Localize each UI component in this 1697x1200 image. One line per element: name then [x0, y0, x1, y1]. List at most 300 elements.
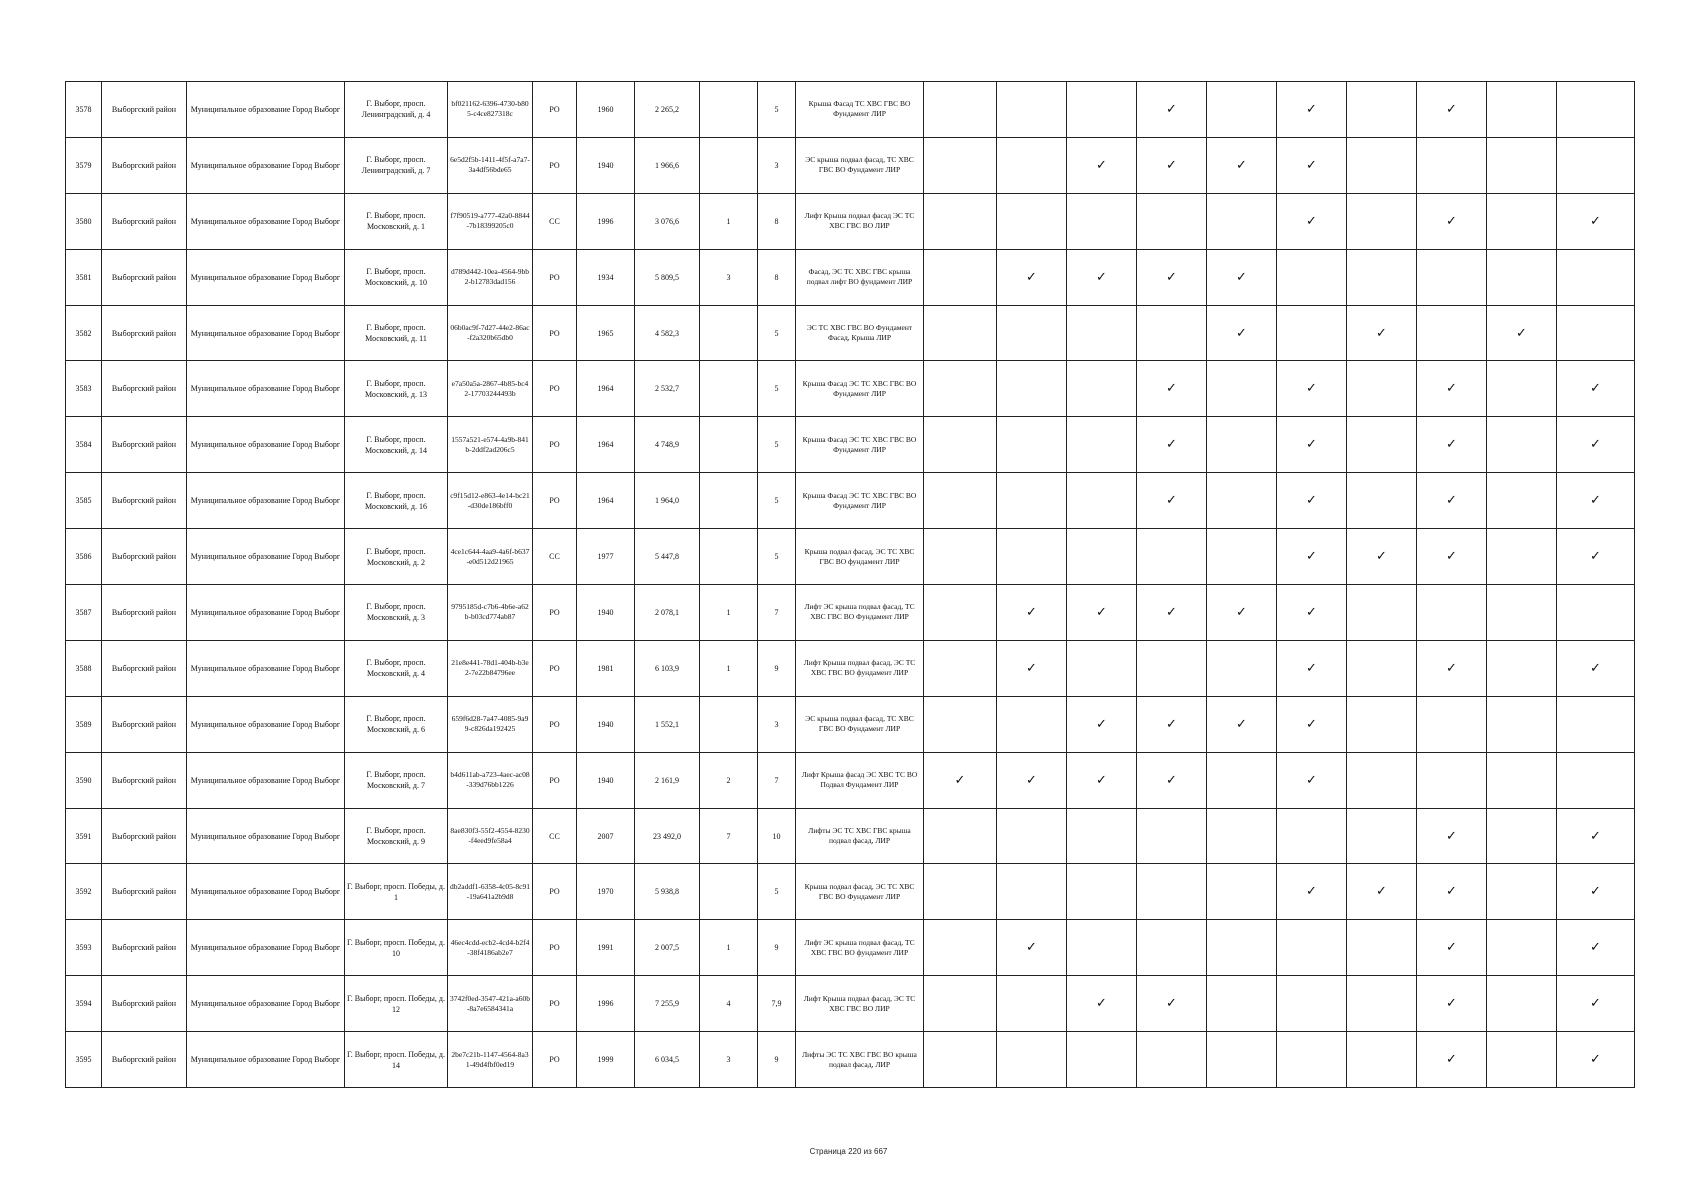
house-guid-cell: 3742f0ed-3547-421a-a60b-8a7e6584341a	[448, 976, 533, 1032]
elevator-count-cell	[700, 864, 758, 920]
work-mark-cell-3	[1067, 305, 1137, 361]
checkmark-icon: ✓	[1376, 884, 1387, 900]
row-number: 3593	[66, 920, 102, 976]
floor-count-cell: 8	[758, 249, 796, 305]
elevator-count-cell	[700, 529, 758, 585]
floor-count-cell: 5	[758, 473, 796, 529]
house-guid-cell: 659f6d28-7a47-4085-9a99-c826da192425	[448, 696, 533, 752]
checkmark-icon: ✓	[1590, 381, 1601, 397]
work-mark-cell-4	[1137, 864, 1207, 920]
address-cell: Г. Выборг, просп. Победы, д. 10	[345, 920, 448, 976]
management-type-cell: СС	[533, 193, 577, 249]
work-mark-cell-5	[1207, 137, 1277, 193]
work-mark-cell-10	[1557, 473, 1635, 529]
build-year-cell: 2007	[577, 808, 635, 864]
management-type-cell: РО	[533, 249, 577, 305]
work-mark-cell-5	[1207, 585, 1277, 641]
management-type-cell: РО	[533, 417, 577, 473]
checkmark-icon: ✓	[1446, 381, 1457, 397]
work-mark-cell-9	[1487, 193, 1557, 249]
checkmark-icon: ✓	[1236, 269, 1247, 285]
checkmark-icon: ✓	[1376, 325, 1387, 341]
repair-works-cell: Крыша подвал фасад, ЭС ТС ХВС ГВС ВО фундамент ЛИР	[796, 529, 924, 585]
checkmark-icon: ✓	[1236, 325, 1247, 341]
floor-count-cell: 9	[758, 920, 796, 976]
work-mark-cell-4	[1137, 82, 1207, 138]
work-mark-cell-6	[1277, 82, 1347, 138]
work-mark-cell-8	[1417, 361, 1487, 417]
work-mark-cell-8	[1417, 529, 1487, 585]
checkmark-icon: ✓	[1376, 549, 1387, 565]
table-row	[66, 752, 1635, 808]
work-mark-cell-6	[1277, 305, 1347, 361]
work-mark-cell-10	[1557, 585, 1635, 641]
work-mark-cell-1	[924, 920, 997, 976]
checkmark-icon: ✓	[1590, 996, 1601, 1012]
table-row	[66, 585, 1635, 641]
work-mark-cell-6	[1277, 529, 1347, 585]
work-mark-cell-7	[1347, 417, 1417, 473]
checkmark-icon: ✓	[1590, 1052, 1601, 1068]
work-mark-cell-5	[1207, 1032, 1277, 1088]
checkmark-icon: ✓	[1446, 101, 1457, 117]
municipality-cell: Муниципальное образование Город Выборг	[187, 193, 345, 249]
work-mark-cell-3	[1067, 1032, 1137, 1088]
checkmark-icon: ✓	[1306, 604, 1317, 620]
work-mark-cell-4	[1137, 249, 1207, 305]
work-mark-cell-3	[1067, 752, 1137, 808]
row-number: 3581	[66, 249, 102, 305]
area-cell: 5 938,8	[635, 864, 700, 920]
address-cell: Г. Выборг, просп. Московский, д. 11	[345, 305, 448, 361]
work-mark-cell-5	[1207, 305, 1277, 361]
work-mark-cell-1	[924, 137, 997, 193]
table-row	[66, 361, 1635, 417]
management-type-cell: РО	[533, 864, 577, 920]
repair-works-cell: Лифт Крыша подвал фасад, ЭС ТС ХВС ГВС ВО ЛИР	[796, 976, 924, 1032]
work-mark-cell-10	[1557, 305, 1635, 361]
work-mark-cell-10	[1557, 137, 1635, 193]
row-number: 3588	[66, 640, 102, 696]
area-cell: 1 966,6	[635, 137, 700, 193]
table-row	[66, 1032, 1635, 1088]
municipality-cell: Муниципальное образование Город Выборг	[187, 417, 345, 473]
house-guid-cell: 6e5d2f5b-1411-4f5f-a7a7-3a4df56bde65	[448, 137, 533, 193]
municipality-cell: Муниципальное образование Город Выборг	[187, 864, 345, 920]
checkmark-icon: ✓	[1306, 437, 1317, 453]
work-mark-cell-6	[1277, 808, 1347, 864]
work-mark-cell-3	[1067, 193, 1137, 249]
housing-register-table	[65, 81, 1635, 1088]
work-mark-cell-2	[997, 752, 1067, 808]
work-mark-cell-7	[1347, 808, 1417, 864]
work-mark-cell-9	[1487, 473, 1557, 529]
repair-works-cell: Лифт ЭС крыша подвал фасад, ТС ХВС ГВС ВО Фундамент ЛИР	[796, 585, 924, 641]
work-mark-cell-3	[1067, 82, 1137, 138]
work-mark-cell-4	[1137, 696, 1207, 752]
work-mark-cell-6	[1277, 920, 1347, 976]
checkmark-icon: ✓	[1590, 828, 1601, 844]
municipality-cell: Муниципальное образование Город Выборг	[187, 305, 345, 361]
area-cell: 2 265,2	[635, 82, 700, 138]
floor-count-cell: 3	[758, 696, 796, 752]
work-mark-cell-10	[1557, 976, 1635, 1032]
area-cell: 4 582,3	[635, 305, 700, 361]
municipality-cell: Муниципальное образование Город Выборг	[187, 529, 345, 585]
work-mark-cell-4	[1137, 976, 1207, 1032]
repair-works-cell: ЭС ТС ХВС ГВС ВО Фундамент Фасад, Крыша ЛИР	[796, 305, 924, 361]
row-number: 3594	[66, 976, 102, 1032]
elevator-count-cell	[700, 473, 758, 529]
elevator-count-cell	[700, 361, 758, 417]
checkmark-icon: ✓	[1306, 493, 1317, 509]
work-mark-cell-3	[1067, 417, 1137, 473]
floor-count-cell: 10	[758, 808, 796, 864]
table-row	[66, 137, 1635, 193]
management-type-cell: СС	[533, 529, 577, 585]
checkmark-icon: ✓	[954, 772, 966, 788]
area-cell: 7 255,9	[635, 976, 700, 1032]
floor-count-cell: 9	[758, 1032, 796, 1088]
work-mark-cell-10	[1557, 696, 1635, 752]
build-year-cell: 1981	[577, 640, 635, 696]
district-cell: Выборгский район	[102, 361, 187, 417]
work-mark-cell-3	[1067, 529, 1137, 585]
build-year-cell: 1970	[577, 864, 635, 920]
work-mark-cell-2	[997, 417, 1067, 473]
work-mark-cell-8	[1417, 473, 1487, 529]
build-year-cell: 1940	[577, 137, 635, 193]
house-guid-cell: 46ec4cdd-ecb2-4cd4-b2f4-38f4186ab2e7	[448, 920, 533, 976]
municipality-cell: Муниципальное образование Город Выборг	[187, 82, 345, 138]
area-cell: 5 447,8	[635, 529, 700, 585]
work-mark-cell-10	[1557, 417, 1635, 473]
district-cell: Выборгский район	[102, 696, 187, 752]
row-number: 3595	[66, 1032, 102, 1088]
checkmark-icon: ✓	[1096, 269, 1107, 285]
work-mark-cell-9	[1487, 864, 1557, 920]
district-cell: Выборгский район	[102, 417, 187, 473]
work-mark-cell-2	[997, 529, 1067, 585]
table-row	[66, 920, 1635, 976]
house-guid-cell: 8ae830f3-55f2-4554-8230-f4eed9fe58a4	[448, 808, 533, 864]
checkmark-icon: ✓	[1446, 213, 1457, 229]
work-mark-cell-6	[1277, 249, 1347, 305]
row-number: 3591	[66, 808, 102, 864]
work-mark-cell-1	[924, 473, 997, 529]
management-type-cell: РО	[533, 473, 577, 529]
work-mark-cell-3	[1067, 249, 1137, 305]
build-year-cell: 1999	[577, 1032, 635, 1088]
work-mark-cell-2	[997, 361, 1067, 417]
row-number: 3582	[66, 305, 102, 361]
address-cell: Г. Выборг, просп. Победы, д. 14	[345, 1032, 448, 1088]
district-cell: Выборгский район	[102, 752, 187, 808]
district-cell: Выборгский район	[102, 920, 187, 976]
management-type-cell: РО	[533, 640, 577, 696]
work-mark-cell-5	[1207, 808, 1277, 864]
work-mark-cell-4	[1137, 361, 1207, 417]
work-mark-cell-6	[1277, 417, 1347, 473]
work-mark-cell-9	[1487, 585, 1557, 641]
floor-count-cell: 7,9	[758, 976, 796, 1032]
municipality-cell: Муниципальное образование Город Выборг	[187, 473, 345, 529]
elevator-count-cell	[700, 137, 758, 193]
area-cell: 23 492,0	[635, 808, 700, 864]
work-mark-cell-2	[997, 808, 1067, 864]
work-mark-cell-6	[1277, 193, 1347, 249]
municipality-cell: Муниципальное образование Город Выборг	[187, 976, 345, 1032]
work-mark-cell-9	[1487, 249, 1557, 305]
checkmark-icon: ✓	[1590, 493, 1601, 509]
checkmark-icon: ✓	[1166, 381, 1177, 397]
repair-works-cell: Лифт Крыша подвал фасад, ЭС ТС ХВС ГВС ВО фундамент ЛИР	[796, 640, 924, 696]
work-mark-cell-3	[1067, 361, 1137, 417]
work-mark-cell-4	[1137, 752, 1207, 808]
elevator-count-cell: 3	[700, 249, 758, 305]
work-mark-cell-4	[1137, 808, 1207, 864]
repair-works-cell: Крыша Фасад ЭС ТС ХВС ГВС ВО Фундамент ЛИР	[796, 473, 924, 529]
work-mark-cell-7	[1347, 585, 1417, 641]
work-mark-cell-5	[1207, 976, 1277, 1032]
build-year-cell: 1940	[577, 696, 635, 752]
work-mark-cell-1	[924, 696, 997, 752]
elevator-count-cell: 4	[700, 976, 758, 1032]
build-year-cell: 1964	[577, 473, 635, 529]
checkmark-icon: ✓	[1096, 604, 1107, 620]
house-guid-cell: c9f15d12-e863-4e14-bc21-d30de186bff0	[448, 473, 533, 529]
work-mark-cell-9	[1487, 305, 1557, 361]
work-mark-cell-7	[1347, 920, 1417, 976]
work-mark-cell-10	[1557, 249, 1635, 305]
work-mark-cell-1	[924, 249, 997, 305]
work-mark-cell-1	[924, 82, 997, 138]
checkmark-icon: ✓	[1236, 604, 1247, 620]
floor-count-cell: 5	[758, 529, 796, 585]
work-mark-cell-10	[1557, 752, 1635, 808]
build-year-cell: 1964	[577, 417, 635, 473]
district-cell: Выборгский район	[102, 808, 187, 864]
work-mark-cell-6	[1277, 473, 1347, 529]
work-mark-cell-9	[1487, 752, 1557, 808]
house-guid-cell: e7a50a5a-2867-4b85-bc42-17703244493b	[448, 361, 533, 417]
work-mark-cell-10	[1557, 1032, 1635, 1088]
work-mark-cell-2	[997, 864, 1067, 920]
address-cell: Г. Выборг, просп. Московский, д. 9	[345, 808, 448, 864]
work-mark-cell-7	[1347, 361, 1417, 417]
floor-count-cell: 5	[758, 417, 796, 473]
area-cell: 3 076,6	[635, 193, 700, 249]
work-mark-cell-8	[1417, 696, 1487, 752]
work-mark-cell-4	[1137, 920, 1207, 976]
work-mark-cell-7	[1347, 82, 1417, 138]
work-mark-cell-6	[1277, 752, 1347, 808]
checkmark-icon: ✓	[1446, 828, 1457, 844]
work-mark-cell-1	[924, 864, 997, 920]
municipality-cell: Муниципальное образование Город Выборг	[187, 249, 345, 305]
work-mark-cell-10	[1557, 82, 1635, 138]
table-row	[66, 82, 1635, 138]
checkmark-icon: ✓	[1096, 772, 1107, 788]
checkmark-icon: ✓	[1446, 996, 1457, 1012]
area-cell: 1 964,0	[635, 473, 700, 529]
elevator-count-cell	[700, 305, 758, 361]
work-mark-cell-8	[1417, 193, 1487, 249]
work-mark-cell-5	[1207, 193, 1277, 249]
work-mark-cell-9	[1487, 137, 1557, 193]
work-mark-cell-7	[1347, 529, 1417, 585]
build-year-cell: 1965	[577, 305, 635, 361]
work-mark-cell-4	[1137, 417, 1207, 473]
build-year-cell: 1934	[577, 249, 635, 305]
district-cell: Выборгский район	[102, 976, 187, 1032]
checkmark-icon: ✓	[1096, 157, 1107, 173]
work-mark-cell-5	[1207, 864, 1277, 920]
work-mark-cell-2	[997, 249, 1067, 305]
repair-works-cell: Крыша подвал фасад, ЭС ТС ХВС ГВС ВО Фундамент ЛИР	[796, 864, 924, 920]
table-row	[66, 640, 1635, 696]
area-cell: 6 103,9	[635, 640, 700, 696]
district-cell: Выборгский район	[102, 82, 187, 138]
elevator-count-cell	[700, 417, 758, 473]
floor-count-cell: 8	[758, 193, 796, 249]
row-number: 3586	[66, 529, 102, 585]
work-mark-cell-2	[997, 137, 1067, 193]
work-mark-cell-8	[1417, 137, 1487, 193]
work-mark-cell-4	[1137, 640, 1207, 696]
work-mark-cell-8	[1417, 585, 1487, 641]
work-mark-cell-2	[997, 976, 1067, 1032]
address-cell: Г. Выборг, просп. Московский, д. 10	[345, 249, 448, 305]
work-mark-cell-10	[1557, 193, 1635, 249]
checkmark-icon: ✓	[1446, 493, 1457, 509]
checkmark-icon: ✓	[1446, 549, 1457, 565]
repair-works-cell: Лифт ЭС крыша подвал фасад, ТС ХВС ГВС ВО фундамент ЛИР	[796, 920, 924, 976]
checkmark-icon: ✓	[1026, 772, 1037, 788]
address-cell: Г. Выборг, просп. Московский, д. 2	[345, 529, 448, 585]
row-number: 3578	[66, 82, 102, 138]
district-cell: Выборгский район	[102, 529, 187, 585]
address-cell: Г. Выборг, просп. Ленинградский, д. 4	[345, 82, 448, 138]
work-mark-cell-9	[1487, 808, 1557, 864]
elevator-count-cell: 3	[700, 1032, 758, 1088]
checkmark-icon: ✓	[1306, 157, 1317, 173]
work-mark-cell-8	[1417, 1032, 1487, 1088]
work-mark-cell-1	[924, 1032, 997, 1088]
work-mark-cell-4	[1137, 585, 1207, 641]
checkmark-icon: ✓	[1590, 437, 1601, 453]
work-mark-cell-1	[924, 361, 997, 417]
work-mark-cell-2	[997, 1032, 1067, 1088]
management-type-cell: РО	[533, 585, 577, 641]
row-number: 3592	[66, 864, 102, 920]
district-cell: Выборгский район	[102, 1032, 187, 1088]
row-number: 3580	[66, 193, 102, 249]
work-mark-cell-5	[1207, 361, 1277, 417]
work-mark-cell-1	[924, 808, 997, 864]
checkmark-icon: ✓	[1306, 716, 1317, 732]
elevator-count-cell	[700, 696, 758, 752]
work-mark-cell-2	[997, 305, 1067, 361]
work-mark-cell-1	[924, 752, 997, 808]
table-row	[66, 249, 1635, 305]
floor-count-cell: 5	[758, 864, 796, 920]
elevator-count-cell: 1	[700, 640, 758, 696]
row-number: 3584	[66, 417, 102, 473]
work-mark-cell-8	[1417, 976, 1487, 1032]
build-year-cell: 1991	[577, 920, 635, 976]
work-mark-cell-5	[1207, 920, 1277, 976]
checkmark-icon: ✓	[1026, 269, 1037, 285]
checkmark-icon: ✓	[1166, 493, 1177, 509]
elevator-count-cell	[700, 82, 758, 138]
work-mark-cell-1	[924, 417, 997, 473]
work-mark-cell-7	[1347, 976, 1417, 1032]
work-mark-cell-8	[1417, 417, 1487, 473]
house-guid-cell: 9795185d-c7b6-4b6e-a62b-b03cd774ab87	[448, 585, 533, 641]
checkmark-icon: ✓	[1306, 884, 1317, 900]
checkmark-icon: ✓	[1096, 716, 1107, 732]
floor-count-cell: 5	[758, 305, 796, 361]
checkmark-icon: ✓	[1026, 604, 1037, 620]
work-mark-cell-3	[1067, 976, 1137, 1032]
house-guid-cell: bf021162-6396-4730-b805-c4ce827318c	[448, 82, 533, 138]
repair-works-cell: Крыша Фасад ТС ХВС ГВС ВО Фундамент ЛИР	[796, 82, 924, 138]
checkmark-icon: ✓	[1166, 716, 1177, 732]
work-mark-cell-8	[1417, 864, 1487, 920]
management-type-cell: РО	[533, 137, 577, 193]
work-mark-cell-3	[1067, 585, 1137, 641]
district-cell: Выборгский район	[102, 305, 187, 361]
checkmark-icon: ✓	[1446, 1052, 1457, 1068]
work-mark-cell-8	[1417, 249, 1487, 305]
house-guid-cell: 1557a521-e574-4a9b-841b-2ddf2ad206c5	[448, 417, 533, 473]
work-mark-cell-6	[1277, 361, 1347, 417]
table-row	[66, 976, 1635, 1032]
table-row	[66, 193, 1635, 249]
work-mark-cell-6	[1277, 1032, 1347, 1088]
elevator-count-cell: 2	[700, 752, 758, 808]
work-mark-cell-3	[1067, 864, 1137, 920]
work-mark-cell-7	[1347, 696, 1417, 752]
table-row	[66, 696, 1635, 752]
address-cell: Г. Выборг, просп. Московский, д. 16	[345, 473, 448, 529]
checkmark-icon: ✓	[1306, 660, 1317, 676]
address-cell: Г. Выборг, просп. Московский, д. 1	[345, 193, 448, 249]
address-cell: Г. Выборг, просп. Московский, д. 6	[345, 696, 448, 752]
municipality-cell: Муниципальное образование Город Выборг	[187, 640, 345, 696]
management-type-cell: РО	[533, 920, 577, 976]
work-mark-cell-7	[1347, 752, 1417, 808]
work-mark-cell-4	[1137, 193, 1207, 249]
work-mark-cell-5	[1207, 82, 1277, 138]
district-cell: Выборгский район	[102, 640, 187, 696]
house-guid-cell: f7f90519-a777-42a0-8844-7b18399205c0	[448, 193, 533, 249]
row-number: 3590	[66, 752, 102, 808]
build-year-cell: 1996	[577, 193, 635, 249]
work-mark-cell-4	[1137, 137, 1207, 193]
work-mark-cell-1	[924, 585, 997, 641]
management-type-cell: РО	[533, 82, 577, 138]
repair-works-cell: Лифты ЭС ТС ХВС ГВС ВО крыша подвал фасад, ЛИР	[796, 1032, 924, 1088]
build-year-cell: 1964	[577, 361, 635, 417]
area-cell: 5 809,5	[635, 249, 700, 305]
management-type-cell: РО	[533, 976, 577, 1032]
area-cell: 2 078,1	[635, 585, 700, 641]
table-row	[66, 529, 1635, 585]
work-mark-cell-5	[1207, 696, 1277, 752]
work-mark-cell-3	[1067, 696, 1137, 752]
